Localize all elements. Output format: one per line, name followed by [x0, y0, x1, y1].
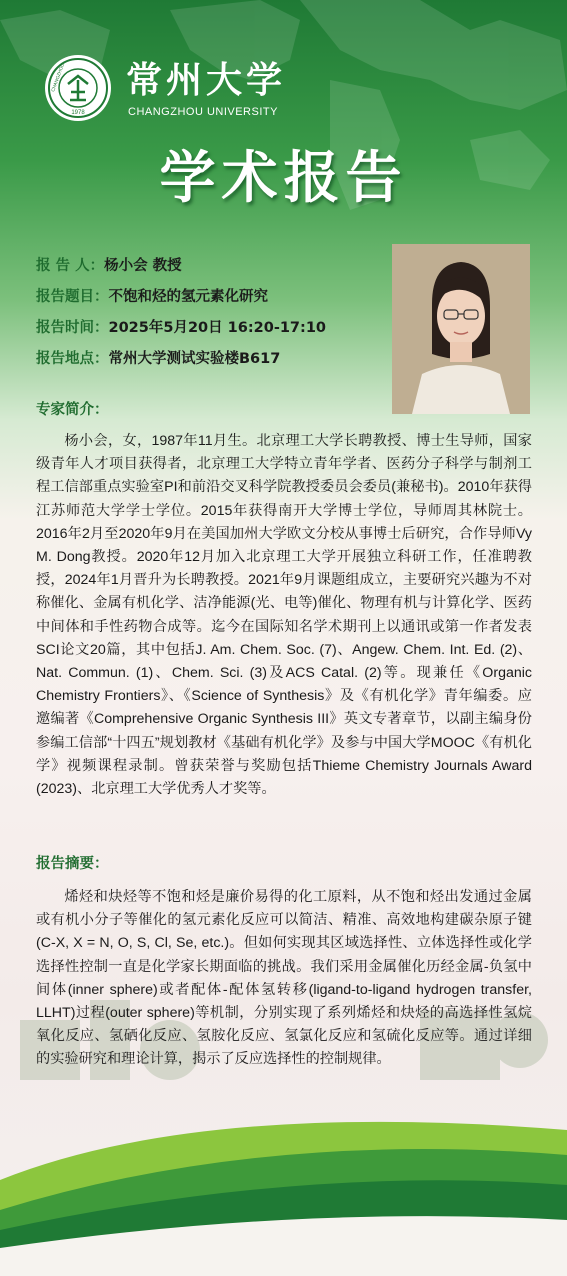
talk-info — [36, 255, 386, 379]
university-name-cn: 常州大学 — [126, 59, 287, 101]
seal-text: CHANGZHOU — [50, 62, 66, 93]
abstract-heading: 报告摘要： — [36, 856, 109, 872]
info-topic — [36, 286, 386, 317]
info-location — [36, 348, 386, 379]
info-value: 2025年5月20日 16:20-17:10 — [108, 320, 326, 336]
info-label: 报告时间： — [36, 320, 109, 336]
info-time — [36, 317, 386, 348]
university-name-en: CHANGZHOU UNIVERSITY — [128, 106, 278, 118]
bio-text: 杨小会，女，1987年11月生。北京理工大学长聘教授、博士生导师，国家级青年人才项目获得者，北京理工大学特立青年学者、医药分子科学与制剂工程工信部重点实验室PI和前沿交叉科学院教授委员会委员(兼秘书)。2010年获得江苏师范大学学士学位。2015年获得南开大学博士学位，导师周其林院士。2016年2月至2020年9月在美国加州大学欧文分校从事博士后研究，合作导师Vy M. Dong教授。2020年12月加入北京理工大学开展独立科研工作，任准聘教授，2024年1月晋升为长聘教授。2021年9月课题组成立，主要研究兴趣为不对称催化、金属有机化学、洁净能源(光、电等)催化、物理有机与计算化学、医药中间体和手性药物合成等。迄今在国际知名学术期刊上以通讯或第一作者发表SCI论文20篇，其中包括J. Am. Chem. Soc. (7)、Angew. Chem. Int. Ed. (2)、Nat. Commun. (1)、Chem. Sci. (3)及ACS Catal. (2)等。现兼任《Organic Chemistry Frontiers》、《Science of Synthesis》及《有机化学》青年编委。应邀编著《Comprehensive Organic Synthesis III》英文专著章节，以副主编身份参编工信部“十四五”规划教材《基础有机化学》及参与中国大学MOOC《有机化学》视频课程录制。曾获荣誉与奖励包括Thieme Chemistry Journals Award (2023)、北京理工大学优秀人才奖等。 — [36, 433, 532, 798]
info-value: 常州大学测试实验楼B617 — [108, 351, 281, 367]
university-seal-logo — [44, 54, 112, 122]
info-label: 报告地点： — [36, 351, 109, 367]
world-map-graphic — [0, 0, 567, 260]
bio-heading: 专家简介： — [36, 402, 109, 418]
seal-year: 1978 — [71, 110, 85, 116]
info-value: 杨小会 教授 — [104, 258, 182, 274]
info-speaker — [36, 255, 386, 286]
abstract-text: 烯烃和炔烃等不饱和烃是廉价易得的化工原料，从不饱和烃出发通过金属或有机小分子等催化的氢元素化反应可以简洁、精准、高效地构建碳杂原子键(C-X, X = N, O, S, Cl, Se, etc.)。但如何实现其区域选择性、立体选择性或化学选择性控制一直是化学家长期面临的挑战。我们采用金属催化历经金属-负氢中间体(inner sphere)或者配体-配体氢转移(ligand-to-ligand hydrogen transfer, LLHT)过程(outer sphere)等机制，分别实现了系列烯烃和炔烃的高选择性氢烷氧化反应、氢硒化反应、氢胺化反应、氢氯化反应和氢硫化反应等。通过详细的实验研究和理论计算，揭示了反应选择性的控制规律。 — [36, 889, 532, 1068]
info-label: 报 告 人： — [36, 258, 105, 274]
poster-title: 学术报告 — [159, 146, 408, 211]
info-value: 不饱和烃的氢元素化研究 — [108, 289, 268, 305]
info-label: 报告题目： — [36, 289, 109, 305]
speaker-photo — [392, 244, 530, 414]
